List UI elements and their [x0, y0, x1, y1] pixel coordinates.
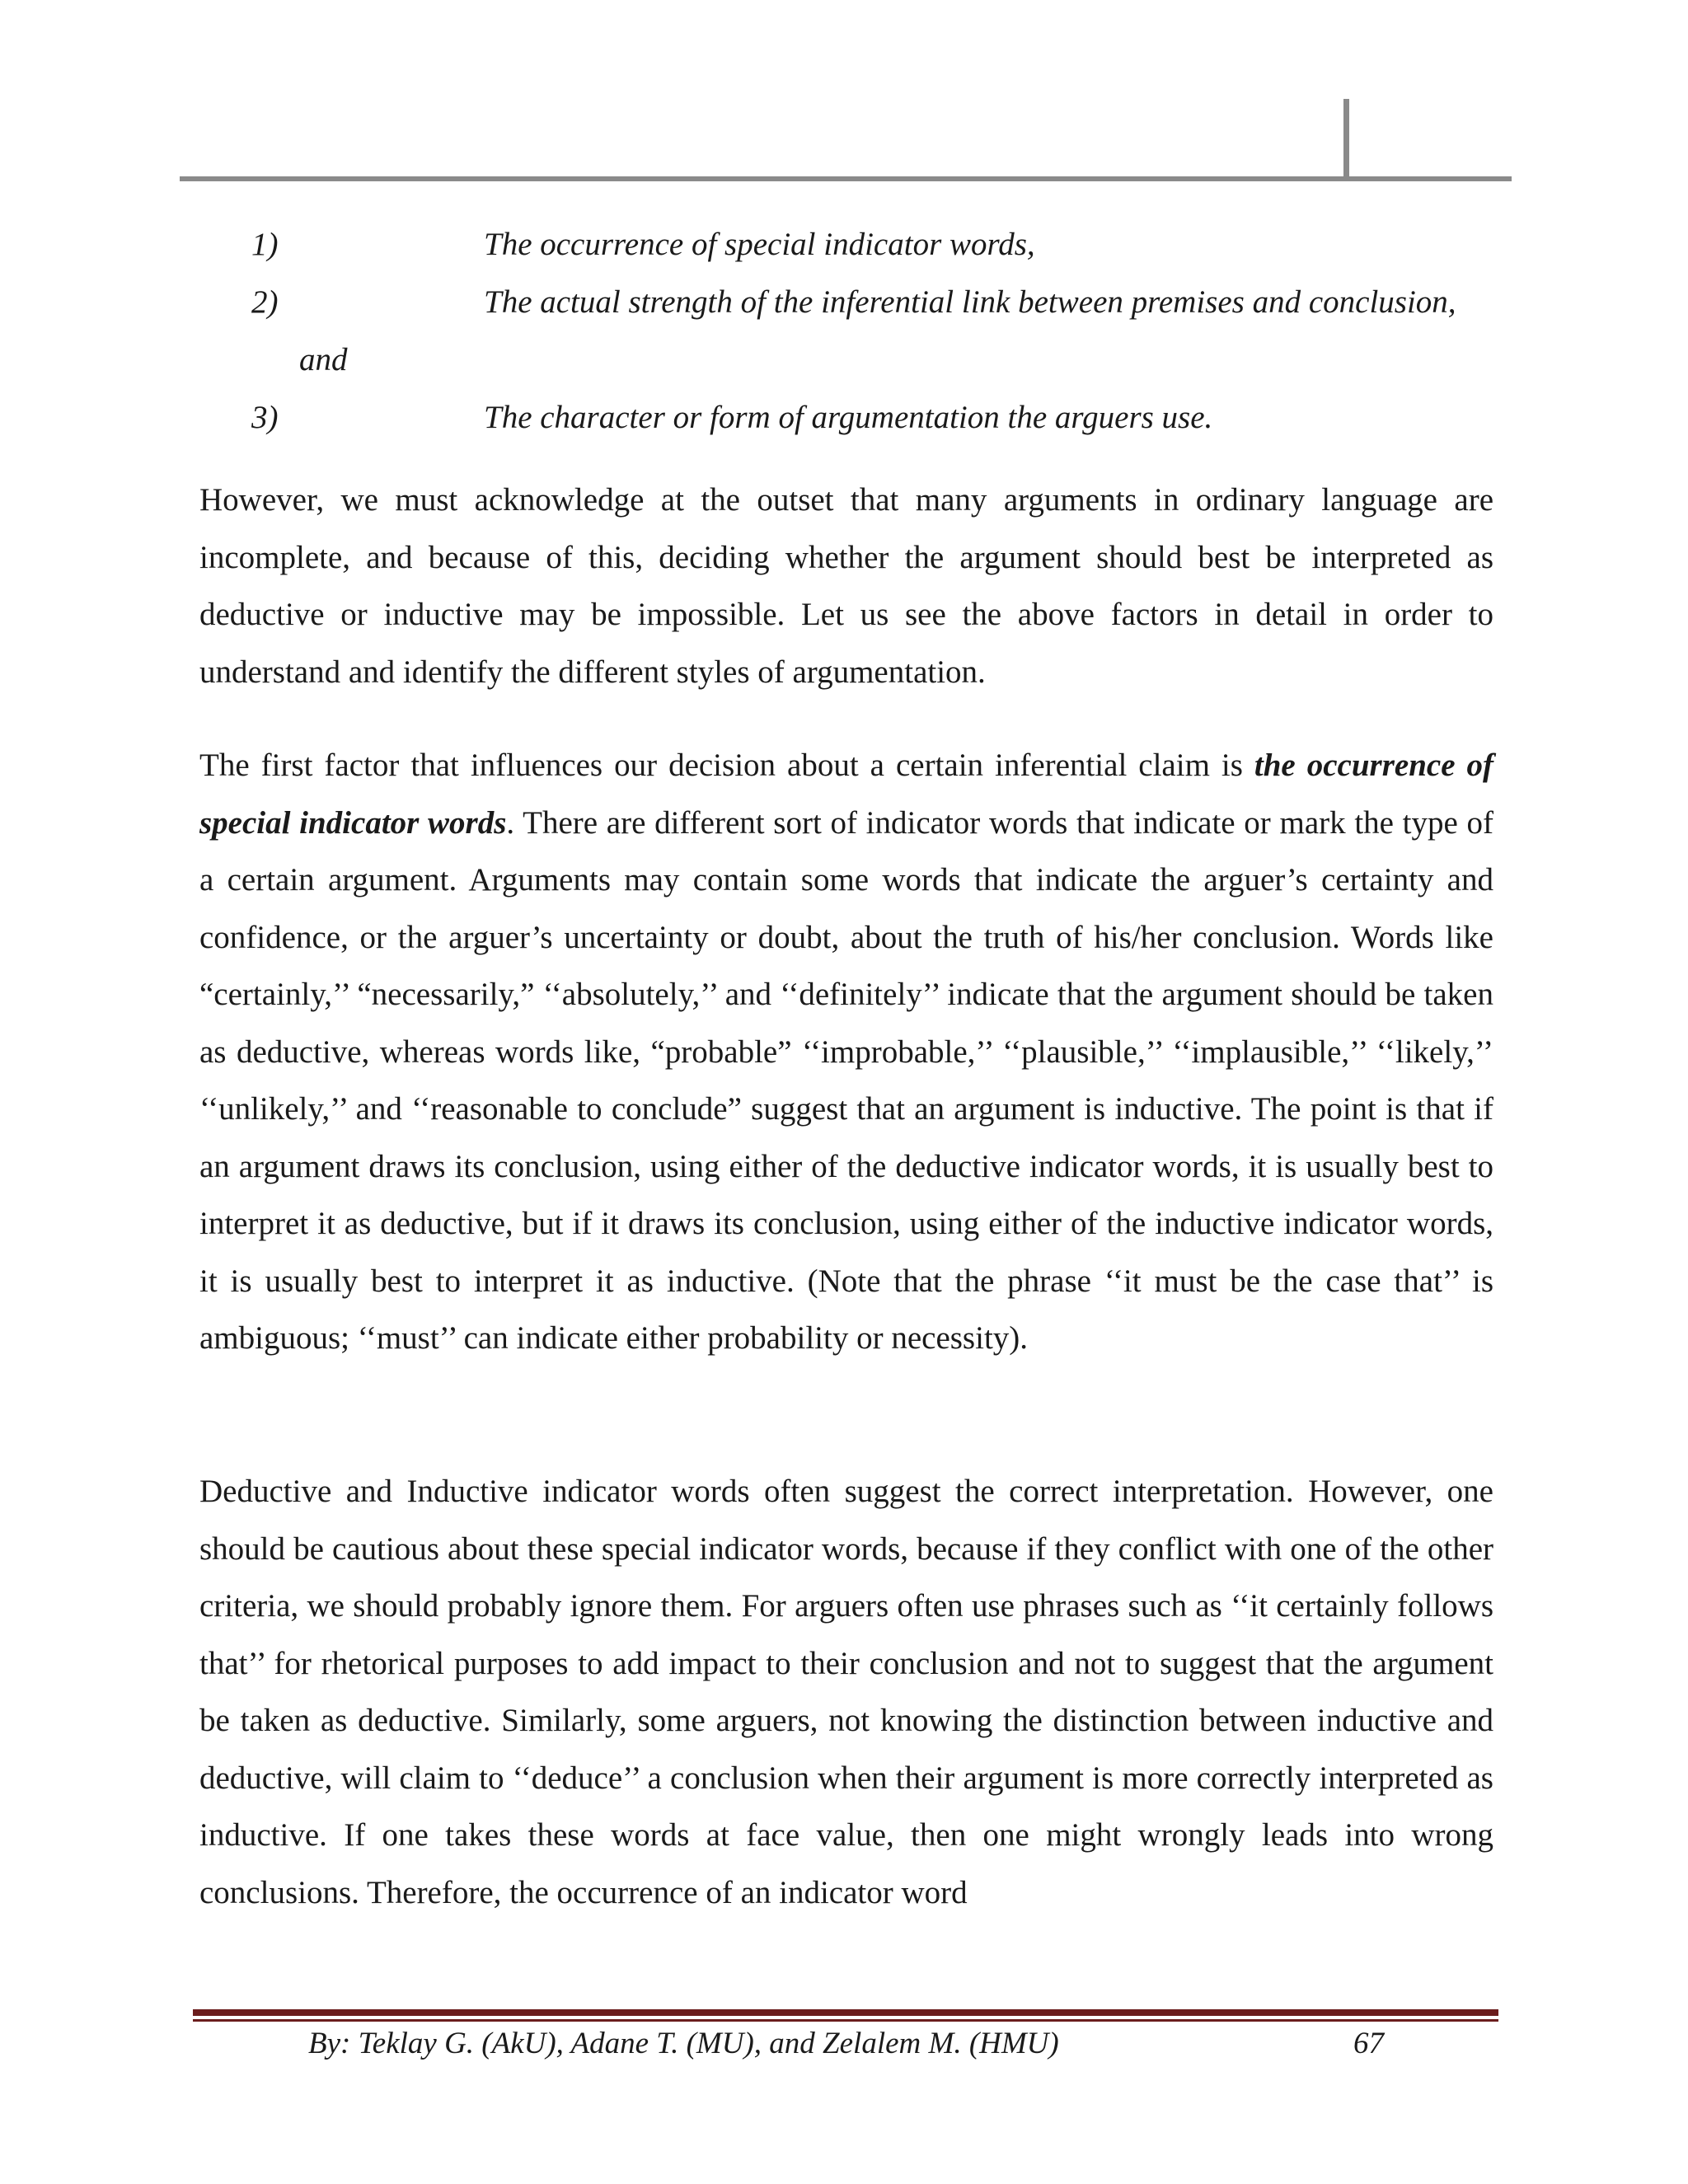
- paragraph-text: . There are different sort of indicator words that indicate or mark the type of a certain argument. Arguments may contain some words that indicate the arguer’s certainty and confidence, or the arguer’s uncertainty or doubt, about the truth of his/her conclusion. Words like “certainly,’’ “necessarily,” ‘‘absolutely,’’ and ‘‘definitely’’ indicate that the argument should be taken as deductive, whereas words like, “probable” ‘‘improbable,’’ ‘‘plausible,’’ ‘‘implausible,’’ ‘‘likely,’’ ‘‘unlikely,’’ and ‘‘reasonable to conclude” suggest that an argument is inductive. The point is that if an argument draws its conclusion, using either of the deductive indicator words, it is usually best to interpret it as deductive, but if it draws its conclusion, using either of the inductive indicator words, it is usually best to interpret it as inductive. (Note that the phrase ‘‘it must be the case that’’ is ambiguous; ‘‘must’’ can indicate either probability or necessity).: [199, 804, 1493, 1356]
- list-item-number: 3): [251, 400, 279, 435]
- page-number: 67: [1353, 2027, 1384, 2060]
- footer-authors: By: Teklay G. (AkU), Adane T. (MU), and Zelalem M. (HMU): [308, 2027, 1059, 2060]
- paragraph-incomplete-arguments: However, we must acknowledge at the outset that many arguments in ordinary language are incomplete, and because of this, deciding whether the argument should best be interpreted as deductive or inductive may be impossible. Let us see the above factors in detail in order to understand and identify the different styles of argumentation.: [199, 482, 1493, 690]
- header-horizontal-rule: [180, 176, 1512, 181]
- paragraph-text: The first factor that influences our decision about a certain inferential claim is: [199, 748, 1254, 783]
- list-item: [0, 389, 1688, 447]
- list-item: [0, 216, 1688, 274]
- paragraph-indicator-words: [199, 737, 1493, 1367]
- list-item-text: The occurrence of special indicator words,: [484, 227, 1035, 262]
- factor-list: [0, 216, 1688, 447]
- emphasis-text: the occurrence of special indicator words: [199, 748, 1493, 841]
- footer-rule: [193, 2009, 1498, 2016]
- list-item-number: 1): [251, 227, 279, 262]
- list-item-continuation-text: and: [299, 342, 348, 377]
- list-item-number: 2): [251, 284, 279, 320]
- list-item-continuation: [0, 331, 1688, 389]
- list-item-text: The actual strength of the inferential link between premises and conclusion,: [484, 284, 1456, 320]
- list-item: [0, 274, 1688, 331]
- header-vertical-rule: [1343, 99, 1349, 180]
- paragraph-caution: Deductive and Inductive indicator words often suggest the correct interpretation. However, one should be cautious about these special indicator words, because if they conflict with one of the other criteria, we should probably ignore them. For arguers often use phrases such as ‘‘it certainly follows that’’ for rhetorical purposes to add impact to their conclusion and not to suggest that the argument be taken as deductive. Similarly, some arguers, not knowing the distinction between inductive and deductive, will claim to ‘‘deduce’’ a conclusion when their argument is more correctly interpreted as inductive. If one takes these words at face value, then one might wrongly leads into wrong conclusions. Therefore, the occurrence of an indicator word: [199, 1474, 1493, 1910]
- list-item-text: The character or form of argumentation the arguers use.: [484, 400, 1213, 435]
